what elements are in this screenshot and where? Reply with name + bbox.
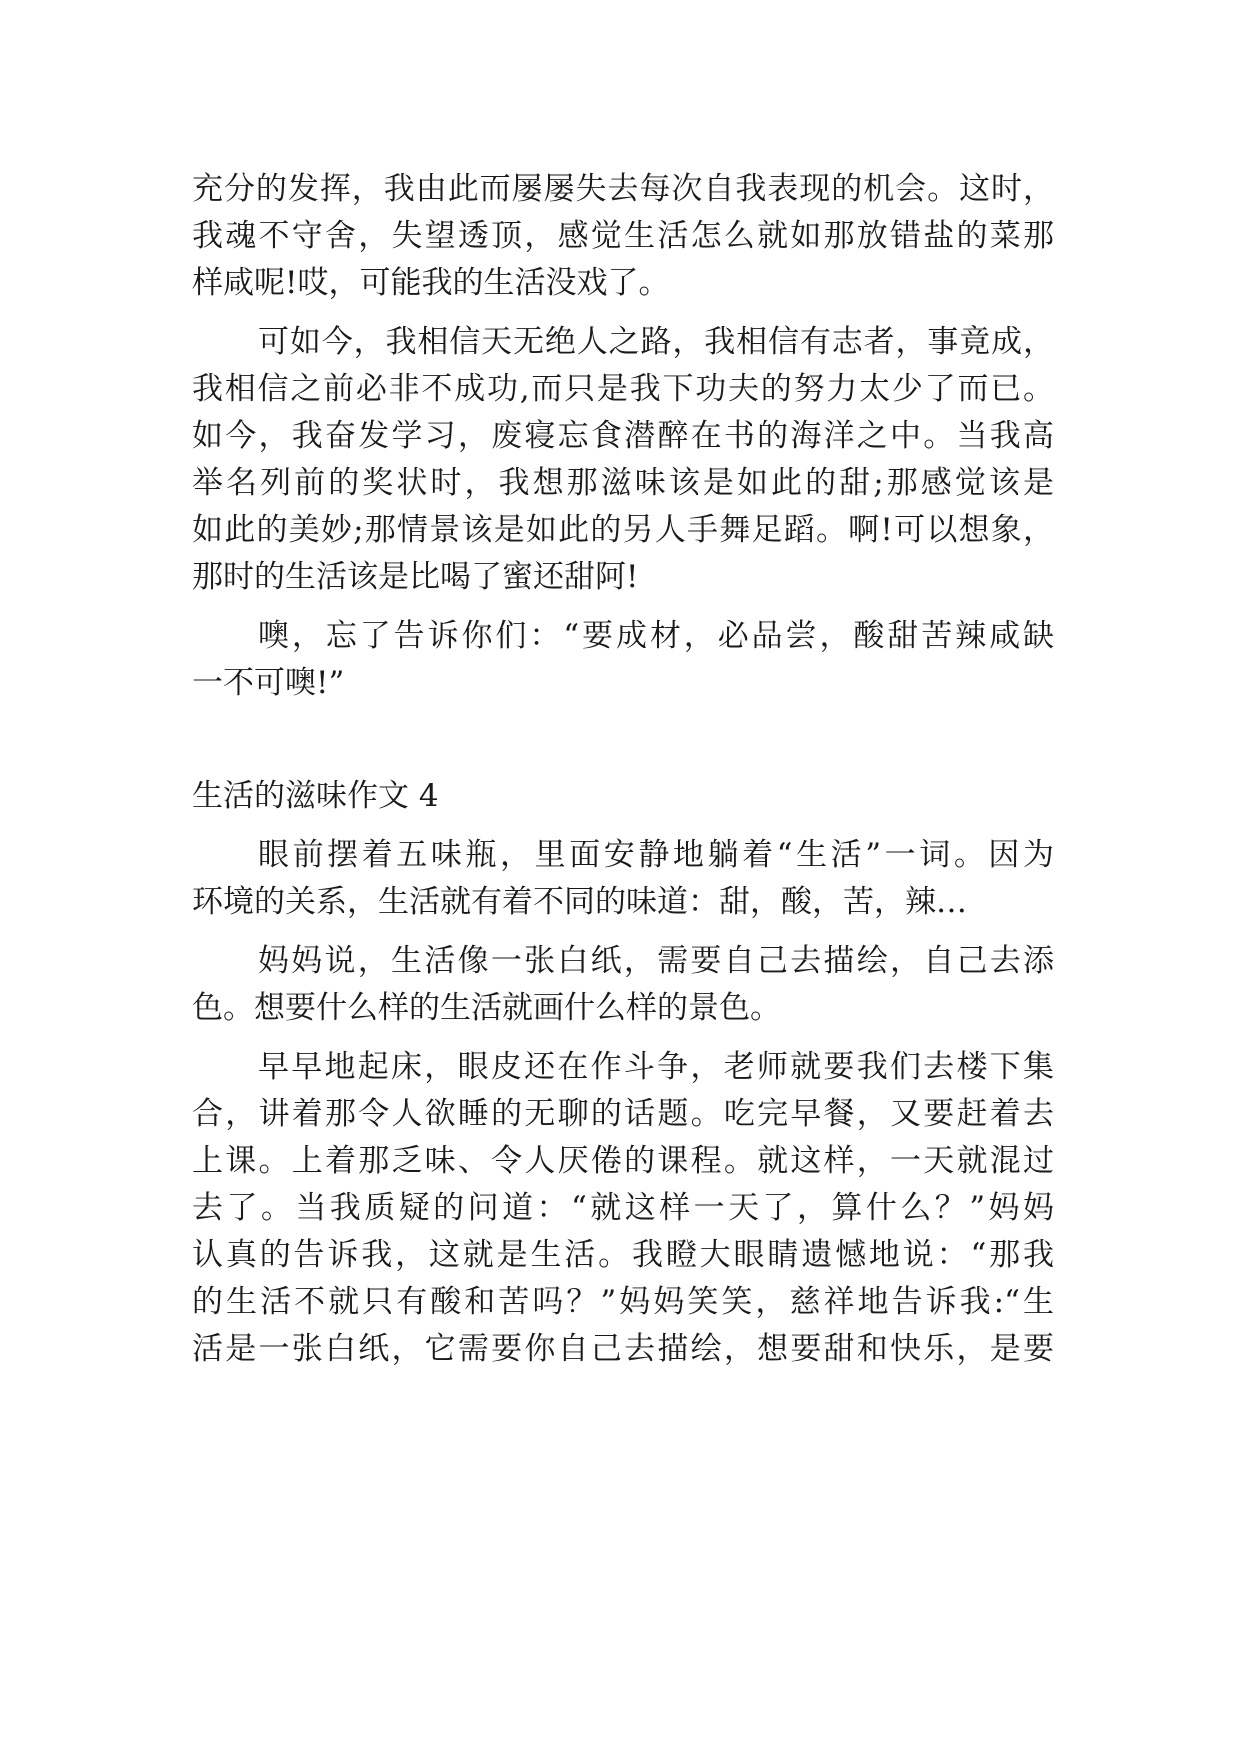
paragraph (192, 1044, 1054, 1373)
text-line: 妈妈说，生活像一张白纸，需要自己去描绘，自己去添 (258, 943, 1054, 979)
text-line: 那时的生活该是比喝了蜜还甜阿! (192, 559, 639, 595)
text-line: 如今，我奋发学习，废寝忘食潜醉在书的海洋之中。当我高 (192, 418, 1054, 454)
document-page (192, 166, 1054, 1385)
text-line: 我相信之前必非不成功,而只是我下功夫的努力太少了而已。 (192, 371, 1054, 407)
paragraph (192, 166, 1054, 307)
text-line: 一不可噢!” (192, 665, 345, 701)
text-line: 活是一张白纸，它需要你自己去描绘，想要甜和快乐，是要 (192, 1331, 1054, 1367)
text-line: 噢，忘了告诉你们：“要成材，必品尝，酸甜苦辣咸缺 (258, 618, 1054, 654)
text-line: 样咸呢!哎，可能我的生活没戏了。 (192, 265, 670, 301)
text-line: 举名列前的奖状时，我想那滋味该是如此的甜;那感觉该是 (192, 465, 1054, 501)
text-line: 去了。当我质疑的问道：“就这样一天了，算什么？”妈妈 (192, 1190, 1054, 1226)
paragraph (192, 613, 1054, 707)
text-line: 如此的美妙;那情景该是如此的另人手舞足蹈。啊!可以想象， (192, 512, 1054, 548)
text-line: 色。想要什么样的生活就画什么样的景色。 (192, 990, 781, 1026)
paragraph (192, 832, 1054, 926)
text-line: 上课。上着那乏味、令人厌倦的课程。就这样，一天就混过 (192, 1143, 1054, 1179)
text-line: 可如今，我相信天无绝人之路，我相信有志者，事竟成， (258, 324, 1054, 360)
text-line: 环境的关系，生活就有着不同的味道：甜，酸，苦，辣… (192, 884, 967, 920)
text-line: 充分的发挥，我由此而屡屡失去每次自我表现的机会。这时， (192, 171, 1054, 207)
paragraph (192, 938, 1054, 1032)
text-line: 认真的告诉我，这就是生活。我瞪大眼睛遗憾地说：“那我 (192, 1237, 1054, 1273)
paragraph (192, 319, 1054, 601)
text-line: 的生活不就只有酸和苦吗？”妈妈笑笑，慈祥地告诉我:“生 (192, 1284, 1054, 1320)
text-line: 我魂不守舍，失望透顶，感觉生活怎么就如那放错盐的菜那 (192, 218, 1054, 254)
section-title: 生活的滋味作文 4 (192, 778, 439, 814)
text-line: 早早地起床，眼皮还在作斗争，老师就要我们去楼下集 (258, 1049, 1054, 1085)
text-line: 合，讲着那令人欲睡的无聊的话题。吃完早餐，又要赶着去 (192, 1096, 1054, 1132)
text-line: 眼前摆着五味瓶，里面安静地躺着“生活”一词。因为 (258, 837, 1054, 873)
